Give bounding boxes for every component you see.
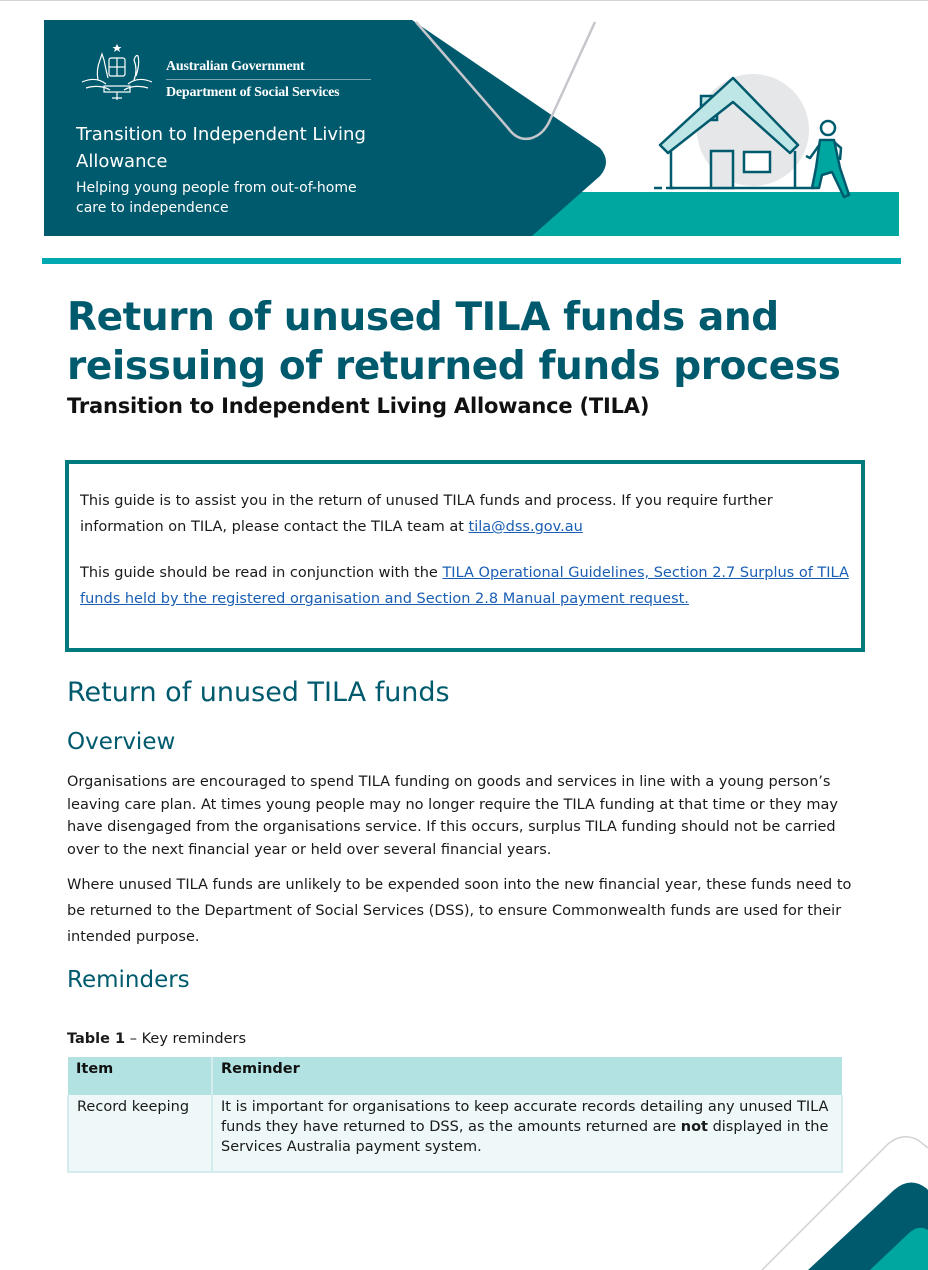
table-header-row [68, 1057, 842, 1095]
document-title: Return of unused TILA funds and reissuing of returned funds process [67, 295, 841, 389]
key-reminders-table [67, 1057, 843, 1173]
info-paragraph-guidelines [80, 560, 849, 612]
table-row [68, 1095, 842, 1172]
overview-paragraph-1: Organisations are encouraged to spend TILA funding on goods and services in line with a young person’s leaving care plan. At times young people may no longer require the TILA funding at that time or they may have disengaged from the organisations service. If this occurs, surplus TILA funding should not be carried over to the next financial year or held over several financial years. [67, 774, 838, 858]
program-tagline: Helping young people from out-of-home care to independence [76, 180, 357, 216]
info-callout-box [65, 460, 865, 652]
column-header-reminder: Reminder [212, 1057, 842, 1095]
section-heading-return: Return of unused TILA funds [67, 677, 450, 708]
subheading-overview: Overview [67, 729, 176, 755]
reminder-emphasis: not [680, 1119, 708, 1135]
cell-reminder [212, 1095, 842, 1172]
reminder-text: It is important for organisations to keep accurate records detailing any unused TILA funds they have returned to DSS, as the amounts returned are [221, 1099, 829, 1135]
reminder-text-end: displayed in the Services Australia payment system. [221, 1119, 829, 1155]
operational-guidelines-link[interactable]: TILA Operational Guidelines, Section 2.7 Surplus of TILA funds held by the registered organisation and Section 2.8 Manual payment request. [80, 565, 849, 607]
table-caption-text: – Key reminders [125, 1031, 247, 1047]
info-paragraph-contact [80, 488, 849, 540]
government-name: Australian Government [166, 59, 305, 74]
corner-decoration [760, 1130, 928, 1270]
coat-of-arms-logo [76, 42, 158, 104]
department-name: Department of Social Services [166, 85, 340, 100]
info-contact-text: This guide is to assist you in the return of unused TILA funds and process. If you require further information on TILA, please contact the TILA team at [80, 493, 773, 535]
email-link[interactable]: tila@dss.gov.au [468, 519, 583, 535]
wordmark-divider [166, 79, 371, 80]
government-wordmark [166, 58, 371, 102]
document-subtitle: Transition to Independent Living Allowance (TILA) [67, 394, 650, 418]
table-caption [67, 1029, 246, 1049]
header-banner [44, 20, 899, 236]
info-guidelines-text: This guide should be read in conjunction with the [80, 565, 443, 581]
header-divider [42, 258, 901, 264]
program-name: Transition to Independent Living Allowance [76, 124, 366, 172]
column-header-item: Item [68, 1057, 212, 1095]
cell-item: Record keeping [68, 1095, 212, 1172]
subheading-reminders: Reminders [67, 967, 190, 993]
overview-paragraph-2: Where unused TILA funds are unlikely to be expended soon into the new financial year, these funds need to be returned to the Department of Social Services (DSS), to ensure Commonwealth funds are used for their intended purpose. [67, 877, 852, 945]
table-caption-label: Table 1 [67, 1031, 126, 1047]
top-border-rule [0, 0, 928, 1]
walking-person-icon [806, 121, 849, 197]
